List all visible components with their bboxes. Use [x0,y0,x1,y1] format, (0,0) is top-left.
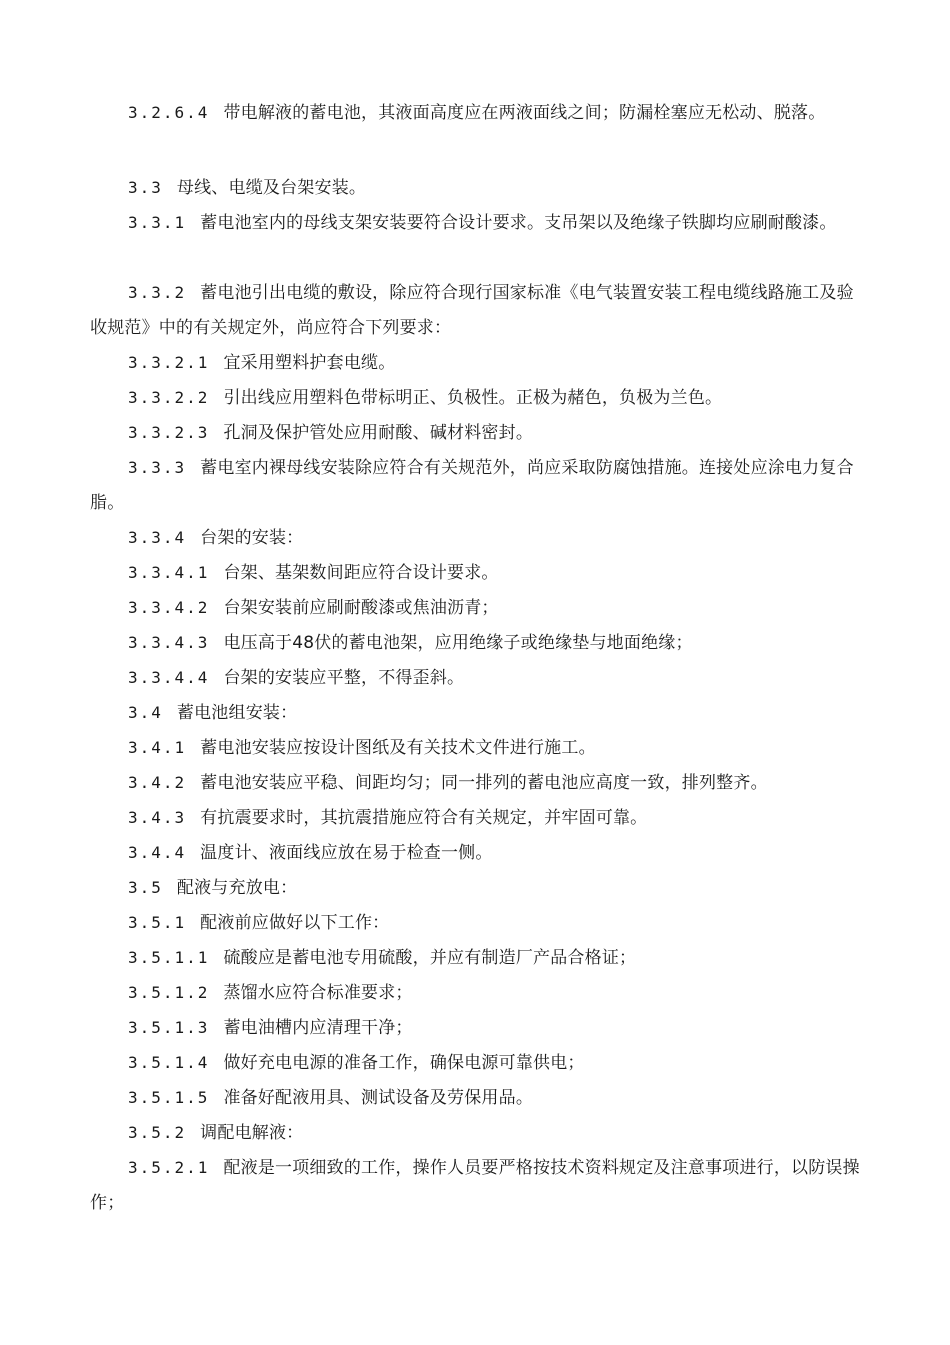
paragraph-3-3 [90,170,862,206]
clause-text: 蓄电池安装应按设计图纸及有关技术文件进行施工。 [200,738,596,758]
paragraph-3-5 [90,870,862,906]
clause-number: 3.3.4.2 [128,598,210,617]
clause-text: 带电解液的蓄电池，其液面高度应在两液面线之间；防漏栓塞应无松动、脱落。 [223,103,826,123]
clause-number: 3.4.3 [128,808,187,827]
clause-number: 3.3.3 [128,458,187,477]
paragraph-3-5-1-3 [90,1010,862,1046]
clause-number: 3.5.1.4 [128,1053,210,1072]
paragraph-3-3-2 [90,275,862,346]
clause-number: 3.2.6.4 [128,103,210,122]
clause-text: 台架的安装： [200,528,304,548]
clause-text: 宜采用塑料护套电缆。 [223,353,396,373]
clause-text: 配液前应做好以下工作： [200,913,390,933]
clause-text: 母线、电缆及台架安装。 [176,178,367,198]
clause-number: 3.5.1.3 [128,1018,210,1037]
clause-text: 孔洞及保护管处应用耐酸、碱材料密封。 [223,423,534,443]
clause-number: 3.5 [128,878,163,897]
clause-number: 3.3.4.1 [128,563,210,582]
clause-text: 配液是一项细致的工作，操作人员要严格按技术资料规定及注意事项进行，以防误操作； [90,1158,860,1213]
paragraph-3-3-4 [90,520,862,556]
clause-number: 3.5.1.5 [128,1088,210,1107]
paragraph-3-3-4-4 [90,660,862,696]
paragraph-3-5-1 [90,905,862,941]
paragraph-3-4-4 [90,835,862,871]
clause-text: 温度计、液面线应放在易于检查一侧。 [200,843,493,863]
clause-text: 蓄电池组安装： [176,703,298,723]
clause-text: 电压高于48伏的蓄电池架，应用绝缘子或绝缘垫与地面绝缘； [223,633,693,653]
clause-text: 蓄电池室内的母线支架安装要符合设计要求。支吊架以及绝缘子铁脚均应刷耐酸漆。 [200,213,837,233]
clause-text: 台架安装前应刷耐酸漆或焦油沥青； [223,598,499,618]
paragraph-3-5-1-1 [90,940,862,976]
paragraph-3-5-2 [90,1115,862,1151]
paragraph-3-3-4-1 [90,555,862,591]
clause-number: 3.4.1 [128,738,187,757]
clause-number: 3.3.2.2 [128,388,210,407]
clause-text: 蒸馏水应符合标准要求； [223,983,413,1003]
clause-number: 3.4.2 [128,773,187,792]
clause-number: 3.4.4 [128,843,187,862]
clause-text: 台架的安装应平整，不得歪斜。 [223,668,465,688]
clause-number: 3.5.1.2 [128,983,210,1002]
clause-text: 做好充电电源的准备工作，确保电源可靠供电； [223,1053,585,1073]
paragraph-3-4-2 [90,765,862,801]
clause-number: 3.3.4 [128,528,187,547]
paragraph-3-3-2-3 [90,415,862,451]
paragraph-3-2-6-4 [90,95,862,131]
clause-text: 蓄电油槽内应清理干净； [223,1018,413,1038]
clause-text: 调配电解液： [200,1123,304,1143]
clause-number: 3.3.1 [128,213,187,232]
clause-text: 蓄电池安装应平稳、间距均匀；同一排列的蓄电池应高度一致，排列整齐。 [200,773,768,793]
paragraph-3-3-4-3 [90,625,862,661]
clause-text: 准备好配液用具、测试设备及劳保用品。 [223,1088,534,1108]
paragraph-3-3-4-2 [90,590,862,626]
paragraph-3-5-2-1 [90,1150,862,1221]
paragraph-3-5-1-4 [90,1045,862,1081]
paragraph-3-4 [90,695,862,731]
clause-number: 3.4 [128,703,163,722]
clause-number: 3.3.4.3 [128,633,210,652]
clause-number: 3.5.2 [128,1123,187,1142]
paragraph-3-3-3 [90,450,862,521]
clause-text: 硫酸应是蓄电池专用硫酸，并应有制造厂产品合格证； [223,948,637,968]
clause-text: 蓄电池引出电缆的敷设，除应符合现行国家标准《电气装置安装工程电缆线路施工及验收规范》中的有关规定外，尚应符合下列要求： [90,283,854,338]
clause-number: 3.5.1 [128,913,187,932]
paragraph-3-4-1 [90,730,862,766]
paragraph-3-5-1-2 [90,975,862,1011]
paragraph-3-3-2-2 [90,380,862,416]
clause-text: 引出线应用塑料色带标明正、负极性。正极为赭色，负极为兰色。 [223,388,723,408]
clause-text: 台架、基架数间距应符合设计要求。 [223,563,499,583]
clause-number: 3.5.2.1 [128,1158,210,1177]
clause-number: 3.3.2.3 [128,423,210,442]
clause-text: 配液与充放电： [176,878,298,898]
clause-text: 有抗震要求时，其抗震措施应符合有关规定，并牢固可靠。 [200,808,648,828]
paragraph-3-3-1 [90,205,862,241]
clause-number: 3.3.4.4 [128,668,210,687]
clause-number: 3.5.1.1 [128,948,210,967]
paragraph-3-3-2-1 [90,345,862,381]
paragraph-3-4-3 [90,800,862,836]
clause-number: 3.3 [128,178,163,197]
paragraph-3-5-1-5 [90,1080,862,1116]
clause-number: 3.3.2.1 [128,353,210,372]
clause-number: 3.3.2 [128,283,187,302]
clause-text: 蓄电室内裸母线安装除应符合有关规范外，尚应采取防腐蚀措施。连接处应涂电力复合脂。 [90,458,854,513]
